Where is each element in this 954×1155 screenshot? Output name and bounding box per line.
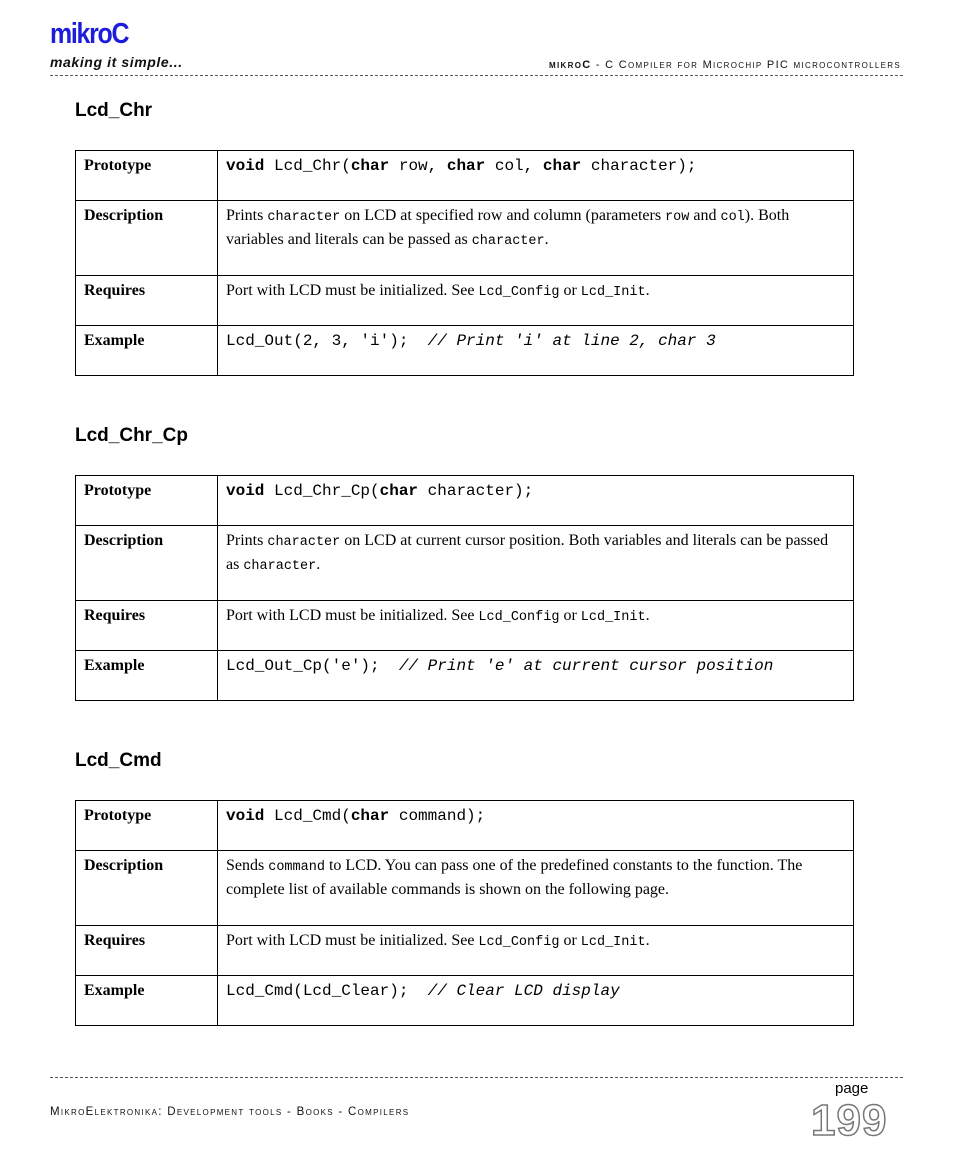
code-text: Lcd_Chr_Cp( [264, 482, 380, 500]
example-value [218, 651, 854, 701]
header-title-brand: mikroC [549, 59, 592, 71]
keyword: void [226, 807, 265, 825]
row-label: Requires [76, 276, 218, 326]
code-text: Lcd_Out(2, 3, 'i'); [226, 332, 428, 350]
section-title-lcd-cmd: Lcd_Cmd [75, 750, 162, 771]
desc-text: . [316, 556, 321, 573]
code-text: col, [485, 157, 543, 175]
code-text: Lcd_Chr( [264, 157, 351, 175]
desc-text: Prints [226, 207, 268, 224]
function-table-lcd-chr [75, 150, 854, 376]
req-text: Port with LCD must be initialized. See [226, 282, 479, 299]
inline-code: col [720, 210, 745, 225]
code-text: Lcd_Out_Cp('e'); [226, 657, 399, 675]
footer-text: MikroElektronika: Development tools - Books - Compilers [50, 1106, 410, 1118]
row-label: Example [76, 651, 218, 701]
inline-code: Lcd_Init [580, 610, 646, 625]
example-value [218, 326, 854, 376]
req-text: . [645, 282, 650, 299]
code-text: Lcd_Cmd( [264, 807, 351, 825]
keyword: void [226, 157, 265, 175]
code-comment: // Clear LCD display [427, 982, 620, 1000]
prototype-value [218, 476, 854, 526]
requires-value [218, 276, 854, 326]
inline-code: character [267, 210, 341, 225]
keyword: char [379, 482, 419, 500]
section-title-lcd-chr-cp: Lcd_Chr_Cp [75, 425, 188, 446]
row-label: Prototype [76, 476, 218, 526]
table-row [76, 526, 854, 601]
header-divider [50, 75, 903, 76]
header-title-rest: - C Compiler for Microchip PIC microcontrollers [591, 59, 901, 71]
code-text: command); [389, 807, 486, 825]
keyword: char [446, 157, 486, 175]
req-text: Port with LCD must be initialized. See [226, 607, 479, 624]
req-text: or [559, 282, 581, 299]
row-label: Description [76, 201, 218, 276]
inline-code: Lcd_Config [478, 610, 560, 625]
inline-code: Lcd_Config [478, 285, 560, 300]
function-table-lcd-cmd [75, 800, 854, 1026]
keyword: void [226, 482, 265, 500]
row-label: Description [76, 526, 218, 601]
example-value [218, 976, 854, 1026]
table-row [76, 976, 854, 1026]
row-label: Requires [76, 601, 218, 651]
table-row [76, 801, 854, 851]
row-label: Prototype [76, 151, 218, 201]
code-text: character); [418, 482, 534, 500]
desc-text: . [544, 231, 549, 248]
inline-code: Lcd_Init [580, 285, 646, 300]
req-text: . [645, 932, 650, 949]
inline-code: Lcd_Config [478, 935, 560, 950]
table-row [76, 926, 854, 976]
page-label: page [835, 1080, 869, 1097]
row-label: Description [76, 851, 218, 926]
desc-text: to LCD. You can pass one of the predefined constants to the function. The complete list of available commands is shown on the following page. [226, 857, 803, 898]
description-value [218, 851, 854, 926]
mikroc-logo: mikroC [50, 18, 129, 50]
inline-code: character [471, 234, 545, 249]
footer-divider [50, 1077, 903, 1078]
table-row [76, 476, 854, 526]
desc-text: ). Both variables and literals can be passed as [226, 207, 790, 248]
page-number: 199 [811, 1096, 888, 1145]
section-title-lcd-chr: Lcd_Chr [75, 100, 153, 121]
prototype-value [218, 801, 854, 851]
inline-code: row [665, 210, 690, 225]
inline-code: command [268, 860, 325, 875]
table-row [76, 851, 854, 926]
requires-value [218, 926, 854, 976]
desc-text: on LCD at current cursor position. Both variables and literals can be passed as [226, 532, 829, 573]
code-comment: // Print 'i' at line 2, char 3 [427, 332, 716, 350]
row-label: Example [76, 976, 218, 1026]
req-text: or [559, 932, 581, 949]
logo-tagline: making it simple... [50, 54, 183, 70]
code-text: Lcd_Cmd(Lcd_Clear); [226, 982, 428, 1000]
inline-code: character [267, 535, 341, 550]
row-label: Requires [76, 926, 218, 976]
table-row [76, 276, 854, 326]
desc-text: Sends [226, 857, 269, 874]
desc-text: Prints [226, 532, 268, 549]
table-row [76, 326, 854, 376]
description-value [218, 526, 854, 601]
req-text: . [645, 607, 650, 624]
table-row [76, 601, 854, 651]
description-value [218, 201, 854, 276]
table-row [76, 151, 854, 201]
inline-code: character [243, 559, 317, 574]
row-label: Example [76, 326, 218, 376]
prototype-value [218, 151, 854, 201]
header-title [549, 59, 901, 71]
keyword: char [350, 157, 390, 175]
req-text: or [559, 607, 581, 624]
table-row [76, 201, 854, 276]
function-table-lcd-chr-cp [75, 475, 854, 701]
table-row [76, 651, 854, 701]
req-text: Port with LCD must be initialized. See [226, 932, 479, 949]
desc-text: on LCD at specified row and column (parameters [340, 207, 666, 224]
code-text: character); [581, 157, 697, 175]
code-comment: // Print 'e' at current cursor position [398, 657, 774, 675]
keyword: char [542, 157, 582, 175]
code-text: row, [389, 157, 447, 175]
keyword: char [350, 807, 390, 825]
row-label: Prototype [76, 801, 218, 851]
desc-text: and [689, 207, 721, 224]
requires-value [218, 601, 854, 651]
inline-code: Lcd_Init [580, 935, 646, 950]
